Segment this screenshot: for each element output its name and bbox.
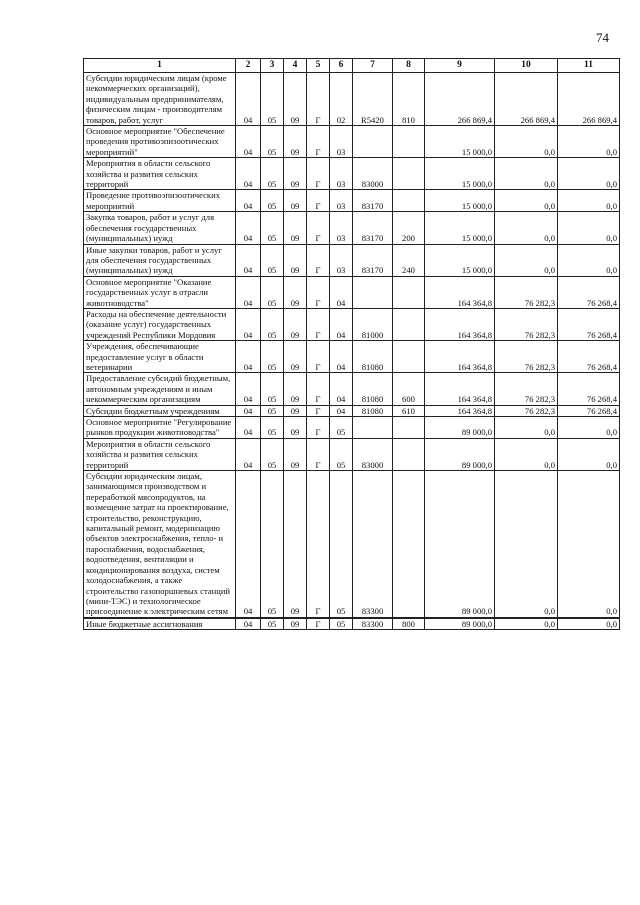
col8-code bbox=[393, 438, 425, 470]
col11-amount: 76 268,4 bbox=[558, 276, 620, 308]
col11-amount: 76 268,4 bbox=[558, 405, 620, 416]
col7-code: 83000 bbox=[353, 438, 393, 470]
row-name: Основное мероприятие "Регулирование рынков продукции животноводства" bbox=[84, 417, 236, 439]
col11-amount: 76 268,4 bbox=[558, 373, 620, 405]
col4-code: 09 bbox=[284, 618, 307, 630]
col6-code: 03 bbox=[330, 212, 353, 244]
col11-amount: 0,0 bbox=[558, 438, 620, 470]
col10-amount: 76 282,3 bbox=[495, 308, 558, 340]
col7-code: 83300 bbox=[353, 471, 393, 618]
col11-amount: 0,0 bbox=[558, 417, 620, 439]
col2-code: 04 bbox=[236, 405, 261, 416]
row-name: Предоставление субсидий бюджетным, автономным учреждениям и иным некоммерческим организациям bbox=[84, 373, 236, 405]
col3-code: 05 bbox=[261, 126, 284, 158]
col2-code: 04 bbox=[236, 308, 261, 340]
col9-amount: 15 000,0 bbox=[425, 244, 495, 276]
col11-amount: 76 268,4 bbox=[558, 308, 620, 340]
col5-code: Г bbox=[307, 190, 330, 212]
col11-amount: 0,0 bbox=[558, 190, 620, 212]
col4-code: 09 bbox=[284, 276, 307, 308]
col11-amount: 0,0 bbox=[558, 158, 620, 190]
col2-code: 04 bbox=[236, 341, 261, 373]
col10-amount: 0,0 bbox=[495, 471, 558, 618]
table-row bbox=[84, 212, 620, 244]
col10-amount: 0,0 bbox=[495, 158, 558, 190]
table-row bbox=[84, 73, 620, 126]
column-header-7: 7 bbox=[353, 59, 393, 73]
col9-amount: 15 000,0 bbox=[425, 212, 495, 244]
col6-code: 05 bbox=[330, 438, 353, 470]
col2-code: 04 bbox=[236, 126, 261, 158]
col8-code: 240 bbox=[393, 244, 425, 276]
col8-code: 810 bbox=[393, 73, 425, 126]
col6-code: 04 bbox=[330, 405, 353, 416]
col5-code: Г bbox=[307, 618, 330, 630]
row-name: Субсидии бюджетным учреждениям bbox=[84, 405, 236, 416]
row-name: Основное мероприятие "Обеспечение проведения противоэпизоотических мероприятий" bbox=[84, 126, 236, 158]
col9-amount: 164 364,8 bbox=[425, 405, 495, 416]
col6-code: 02 bbox=[330, 73, 353, 126]
row-name: Проведение противоэпизоотических мероприятий bbox=[84, 190, 236, 212]
col9-amount: 15 000,0 bbox=[425, 190, 495, 212]
col10-amount: 76 282,3 bbox=[495, 373, 558, 405]
col9-amount: 89 000,0 bbox=[425, 438, 495, 470]
column-header-5: 5 bbox=[307, 59, 330, 73]
table-body bbox=[84, 73, 620, 630]
table-row bbox=[84, 341, 620, 373]
col10-amount: 76 282,3 bbox=[495, 341, 558, 373]
col11-amount: 0,0 bbox=[558, 618, 620, 630]
row-name: Основное мероприятие "Оказание государственных услуг в отрасли животноводства" bbox=[84, 276, 236, 308]
col10-amount: 0,0 bbox=[495, 244, 558, 276]
col3-code: 05 bbox=[261, 308, 284, 340]
col6-code: 03 bbox=[330, 244, 353, 276]
col9-amount: 15 000,0 bbox=[425, 158, 495, 190]
table-row bbox=[84, 373, 620, 405]
col6-code: 04 bbox=[330, 373, 353, 405]
col5-code: Г bbox=[307, 73, 330, 126]
col4-code: 09 bbox=[284, 244, 307, 276]
col11-amount: 0,0 bbox=[558, 212, 620, 244]
col8-code bbox=[393, 126, 425, 158]
table-row bbox=[84, 438, 620, 470]
col2-code: 04 bbox=[236, 158, 261, 190]
col8-code: 200 bbox=[393, 212, 425, 244]
col4-code: 09 bbox=[284, 308, 307, 340]
col9-amount: 164 364,8 bbox=[425, 373, 495, 405]
col4-code: 09 bbox=[284, 341, 307, 373]
col4-code: 09 bbox=[284, 212, 307, 244]
col6-code: 03 bbox=[330, 158, 353, 190]
col11-amount: 266 869,4 bbox=[558, 73, 620, 126]
col7-code bbox=[353, 417, 393, 439]
col6-code: 04 bbox=[330, 341, 353, 373]
col7-code bbox=[353, 126, 393, 158]
col4-code: 09 bbox=[284, 126, 307, 158]
col2-code: 04 bbox=[236, 212, 261, 244]
col2-code: 04 bbox=[236, 73, 261, 126]
col11-amount: 0,0 bbox=[558, 471, 620, 618]
col9-amount: 89 000,0 bbox=[425, 417, 495, 439]
col3-code: 05 bbox=[261, 405, 284, 416]
col5-code: Г bbox=[307, 126, 330, 158]
col3-code: 05 bbox=[261, 438, 284, 470]
row-name: Иные закупки товаров, работ и услуг для обеспечения государственных (муниципальных) нужд bbox=[84, 244, 236, 276]
column-header-11: 11 bbox=[558, 59, 620, 73]
col5-code: Г bbox=[307, 276, 330, 308]
col6-code: 05 bbox=[330, 417, 353, 439]
col7-code: 83300 bbox=[353, 618, 393, 630]
table-row bbox=[84, 405, 620, 416]
col8-code bbox=[393, 308, 425, 340]
col10-amount: 0,0 bbox=[495, 212, 558, 244]
col10-amount: 76 282,3 bbox=[495, 276, 558, 308]
col3-code: 05 bbox=[261, 618, 284, 630]
column-header-4: 4 bbox=[284, 59, 307, 73]
col8-code bbox=[393, 417, 425, 439]
row-name: Субсидии юридическим лицам, занимающимся производством и переработкой мясопродуктов, на возмещение затрат на проектирование, строительство, реконструкцию, капитальный ремонт, модернизацию объектов электроснабжения, тепло- и пароснабжения, водоснабжения, водоотведения, вентиляции и кондиционирования воздуха, систем холодоснабжения, а также строительство газопоршневых станций (мини-ТЭС) и технологическое присоединение к электрическим сетям bbox=[84, 471, 236, 618]
col3-code: 05 bbox=[261, 73, 284, 126]
col4-code: 09 bbox=[284, 190, 307, 212]
col11-amount: 76 268,4 bbox=[558, 341, 620, 373]
col4-code: 09 bbox=[284, 417, 307, 439]
column-header-6: 6 bbox=[330, 59, 353, 73]
column-header-9: 9 bbox=[425, 59, 495, 73]
col8-code: 610 bbox=[393, 405, 425, 416]
col7-code: R5420 bbox=[353, 73, 393, 126]
col3-code: 05 bbox=[261, 158, 284, 190]
col2-code: 04 bbox=[236, 618, 261, 630]
col4-code: 09 bbox=[284, 471, 307, 618]
col5-code: Г bbox=[307, 417, 330, 439]
col10-amount: 0,0 bbox=[495, 190, 558, 212]
table-row bbox=[84, 417, 620, 439]
col3-code: 05 bbox=[261, 244, 284, 276]
row-name: Иные бюджетные ассигнования bbox=[84, 618, 236, 630]
col9-amount: 164 364,8 bbox=[425, 276, 495, 308]
col6-code: 03 bbox=[330, 126, 353, 158]
col4-code: 09 bbox=[284, 73, 307, 126]
col7-code: 81000 bbox=[353, 308, 393, 340]
col3-code: 05 bbox=[261, 417, 284, 439]
col7-code: 81080 bbox=[353, 405, 393, 416]
col10-amount: 76 282,3 bbox=[495, 405, 558, 416]
column-header-8: 8 bbox=[393, 59, 425, 73]
col2-code: 04 bbox=[236, 438, 261, 470]
col9-amount: 15 000,0 bbox=[425, 126, 495, 158]
col3-code: 05 bbox=[261, 212, 284, 244]
col9-amount: 89 000,0 bbox=[425, 618, 495, 630]
row-name: Закупка товаров, работ и услуг для обеспечения государственных (муниципальных) нужд bbox=[84, 212, 236, 244]
col7-code: 81080 bbox=[353, 373, 393, 405]
row-name: Субсидии юридическим лицам (кроме некоммерческих организаций), индивидуальным предпринимателям, физическим лицам - производителям товаров, работ, услуг bbox=[84, 73, 236, 126]
row-name: Мероприятия в области сельского хозяйства и развития сельских территорий bbox=[84, 438, 236, 470]
table-row bbox=[84, 618, 620, 630]
page-number: 74 bbox=[596, 30, 609, 45]
table-row bbox=[84, 471, 620, 618]
col10-amount: 0,0 bbox=[495, 126, 558, 158]
col2-code: 04 bbox=[236, 276, 261, 308]
column-header-1: 1 bbox=[84, 59, 236, 73]
col7-code: 83000 bbox=[353, 158, 393, 190]
row-name: Расходы на обеспечение деятельности (оказание услуг) государственных учреждений Республики Мордовия bbox=[84, 308, 236, 340]
col5-code: Г bbox=[307, 438, 330, 470]
col7-code: 81080 bbox=[353, 341, 393, 373]
col3-code: 05 bbox=[261, 341, 284, 373]
col2-code: 04 bbox=[236, 244, 261, 276]
col6-code: 04 bbox=[330, 308, 353, 340]
col4-code: 09 bbox=[284, 405, 307, 416]
col8-code bbox=[393, 471, 425, 618]
col8-code bbox=[393, 190, 425, 212]
col5-code: Г bbox=[307, 373, 330, 405]
column-header-3: 3 bbox=[261, 59, 284, 73]
col4-code: 09 bbox=[284, 373, 307, 405]
col8-code bbox=[393, 341, 425, 373]
table-row bbox=[84, 244, 620, 276]
col4-code: 09 bbox=[284, 438, 307, 470]
row-name: Учреждения, обеспечивающие предоставление услуг в области ветеринарии bbox=[84, 341, 236, 373]
col8-code bbox=[393, 158, 425, 190]
col7-code: 83170 bbox=[353, 212, 393, 244]
col6-code: 03 bbox=[330, 190, 353, 212]
table-row bbox=[84, 158, 620, 190]
col5-code: Г bbox=[307, 405, 330, 416]
col10-amount: 0,0 bbox=[495, 417, 558, 439]
col2-code: 04 bbox=[236, 471, 261, 618]
table-row bbox=[84, 276, 620, 308]
col7-code: 83170 bbox=[353, 244, 393, 276]
col10-amount: 0,0 bbox=[495, 438, 558, 470]
col8-code bbox=[393, 276, 425, 308]
col2-code: 04 bbox=[236, 417, 261, 439]
col3-code: 05 bbox=[261, 373, 284, 405]
col7-code bbox=[353, 276, 393, 308]
col7-code: 83170 bbox=[353, 190, 393, 212]
col8-code: 600 bbox=[393, 373, 425, 405]
col3-code: 05 bbox=[261, 190, 284, 212]
col9-amount: 164 364,8 bbox=[425, 308, 495, 340]
col5-code: Г bbox=[307, 158, 330, 190]
table-row bbox=[84, 126, 620, 158]
col2-code: 04 bbox=[236, 373, 261, 405]
col11-amount: 0,0 bbox=[558, 126, 620, 158]
col11-amount: 0,0 bbox=[558, 244, 620, 276]
col9-amount: 266 869,4 bbox=[425, 73, 495, 126]
col6-code: 04 bbox=[330, 276, 353, 308]
col5-code: Г bbox=[307, 212, 330, 244]
col5-code: Г bbox=[307, 244, 330, 276]
col10-amount: 0,0 bbox=[495, 618, 558, 630]
col8-code: 800 bbox=[393, 618, 425, 630]
header-row bbox=[84, 59, 620, 73]
col4-code: 09 bbox=[284, 158, 307, 190]
column-header-10: 10 bbox=[495, 59, 558, 73]
column-header-2: 2 bbox=[236, 59, 261, 73]
col9-amount: 89 000,0 bbox=[425, 471, 495, 618]
col10-amount: 266 869,4 bbox=[495, 73, 558, 126]
table-row bbox=[84, 308, 620, 340]
budget-table bbox=[83, 58, 620, 630]
col5-code: Г bbox=[307, 471, 330, 618]
col5-code: Г bbox=[307, 341, 330, 373]
col5-code: Г bbox=[307, 308, 330, 340]
table-row bbox=[84, 190, 620, 212]
row-name: Мероприятия в области сельского хозяйства и развития сельских территорий bbox=[84, 158, 236, 190]
col9-amount: 164 364,8 bbox=[425, 341, 495, 373]
col6-code: 05 bbox=[330, 618, 353, 630]
col3-code: 05 bbox=[261, 471, 284, 618]
col3-code: 05 bbox=[261, 276, 284, 308]
col6-code: 05 bbox=[330, 471, 353, 618]
col2-code: 04 bbox=[236, 190, 261, 212]
